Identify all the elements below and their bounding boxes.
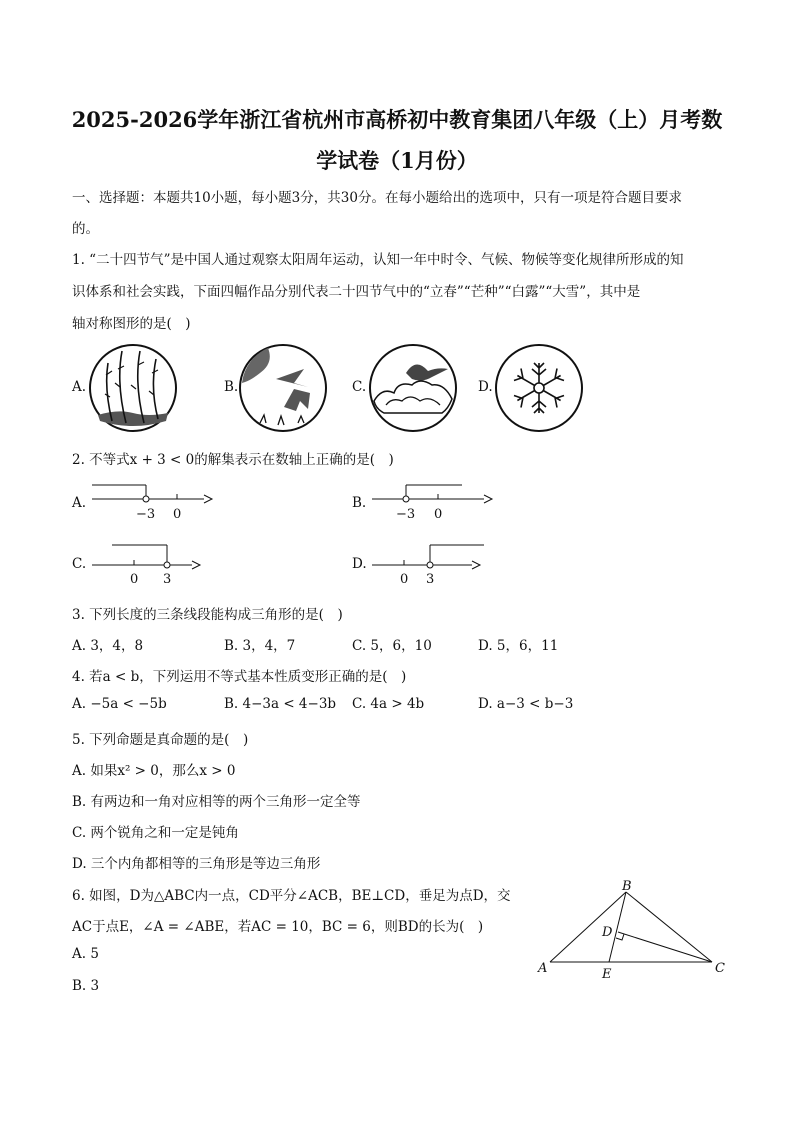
q2-number-line-c — [88, 538, 218, 586]
q2-c-tick-3: 3 — [163, 572, 172, 587]
q6-label-c: C — [715, 961, 725, 976]
q5-stem: 5. 下列命题是真命题的是( ) — [72, 732, 249, 748]
q5-option-d[interactable]: D. 三个内角都相等的三角形是等边三角形 — [72, 856, 321, 872]
q6-label-b: B — [622, 879, 632, 894]
section-header-line2: 的。 — [72, 221, 99, 237]
q4-option-a[interactable]: A. −5a < −5b — [72, 696, 167, 712]
q5-option-b[interactable]: B. 有两边和一角对应相等的两个三角形一定全等 — [72, 794, 361, 810]
q2-number-line-a — [88, 478, 218, 526]
q6-option-b[interactable]: B. 3 — [72, 978, 100, 994]
q3-option-b[interactable]: B. 3，4，7 — [224, 638, 296, 654]
q1-option-d-label[interactable]: D. — [478, 379, 493, 395]
q5-option-c[interactable]: C. 两个锐角之和一定是钝角 — [72, 825, 239, 841]
lichun-willow-icon — [88, 343, 178, 433]
paper-title-line1: 2025-2026学年浙江省杭州市高桥初中教育集团八年级（上）月考数 — [71, 107, 723, 132]
q2-number-line-b — [370, 478, 500, 526]
q1-option-b-label[interactable]: B. — [224, 379, 239, 395]
q6-label-e: E — [602, 967, 612, 982]
q2-a-tick-0: 0 — [173, 507, 182, 522]
q6-option-a[interactable]: A. 5 — [72, 946, 99, 962]
q2-d-tick-0: 0 — [400, 572, 409, 587]
q1-option-a-label[interactable]: A. — [72, 379, 87, 395]
q2-b-tick-0: 0 — [434, 507, 443, 522]
q3-option-d[interactable]: D. 5，6，11 — [478, 638, 559, 654]
q2-option-c-label[interactable]: C. — [72, 556, 87, 572]
q2-c-tick-0: 0 — [130, 572, 139, 587]
q2-option-a-label[interactable]: A. — [72, 495, 87, 511]
q4-option-b[interactable]: B. 4−3a < 4−3b — [224, 696, 337, 712]
q1-option-c-label[interactable]: C. — [352, 379, 367, 395]
q1-stem-line2: 识体系和社会实践，下面四幅作品分别代表二十四节气中的“立春”“芒种”“白露”“大雪”，其中是 — [72, 284, 641, 300]
q4-option-c[interactable]: C. 4a > 4b — [352, 696, 425, 712]
q6-label-d: D — [602, 925, 613, 940]
q1-stem-line3: 轴对称图形的是( ) — [72, 316, 191, 332]
q3-stem: 3. 下列长度的三条线段能构成三角形的是( ) — [72, 607, 343, 623]
q6-stem-line2: AC于点E，∠A = ∠ABE，若AC = 10，BC = 6，则BD的长为( ) — [72, 919, 484, 935]
q2-a-tick-neg3: −3 — [136, 507, 156, 522]
daxue-snowflake-icon — [494, 343, 584, 433]
mangzhong-mountain-icon — [238, 343, 328, 433]
q2-b-tick-neg3: −3 — [396, 507, 416, 522]
section-header-line1: 一、选择题：本题共10小题，每小题3分，共30分。在每小题给出的选项中，只有一项是符合题目要求 — [72, 190, 682, 206]
q2-option-d-label[interactable]: D. — [352, 556, 367, 572]
paper-title-line2: 学试卷（1月份） — [316, 148, 478, 173]
q6-triangle-figure — [532, 880, 732, 980]
q5-option-a[interactable]: A. 如果x² > 0，那么x > 0 — [72, 763, 236, 779]
q2-stem: 2. 不等式x + 3 < 0的解集表示在数轴上正确的是( ) — [72, 452, 394, 468]
q1-stem-line1: 1. “二十四节气”是中国人通过观察太阳周年运动，认知一年中时令、气候、物候等变化规律所形成的知 — [72, 252, 684, 268]
q4-option-d[interactable]: D. a−3 < b−3 — [478, 696, 574, 712]
q2-number-line-d — [368, 538, 498, 586]
q3-option-c[interactable]: C. 5，6，10 — [352, 638, 432, 654]
q4-stem: 4. 若a < b，下列运用不等式基本性质变形正确的是( ) — [72, 669, 407, 685]
q2-d-tick-3: 3 — [426, 572, 435, 587]
bailu-bird-icon — [368, 343, 458, 433]
q3-option-a[interactable]: A. 3，4，8 — [72, 638, 144, 654]
q6-stem-line1: 6. 如图，D为△ABC内一点，CD平分∠ACB，BE⊥CD，垂足为点D，交 — [72, 888, 511, 904]
q2-option-b-label[interactable]: B. — [352, 495, 367, 511]
q6-label-a: A — [538, 961, 548, 976]
